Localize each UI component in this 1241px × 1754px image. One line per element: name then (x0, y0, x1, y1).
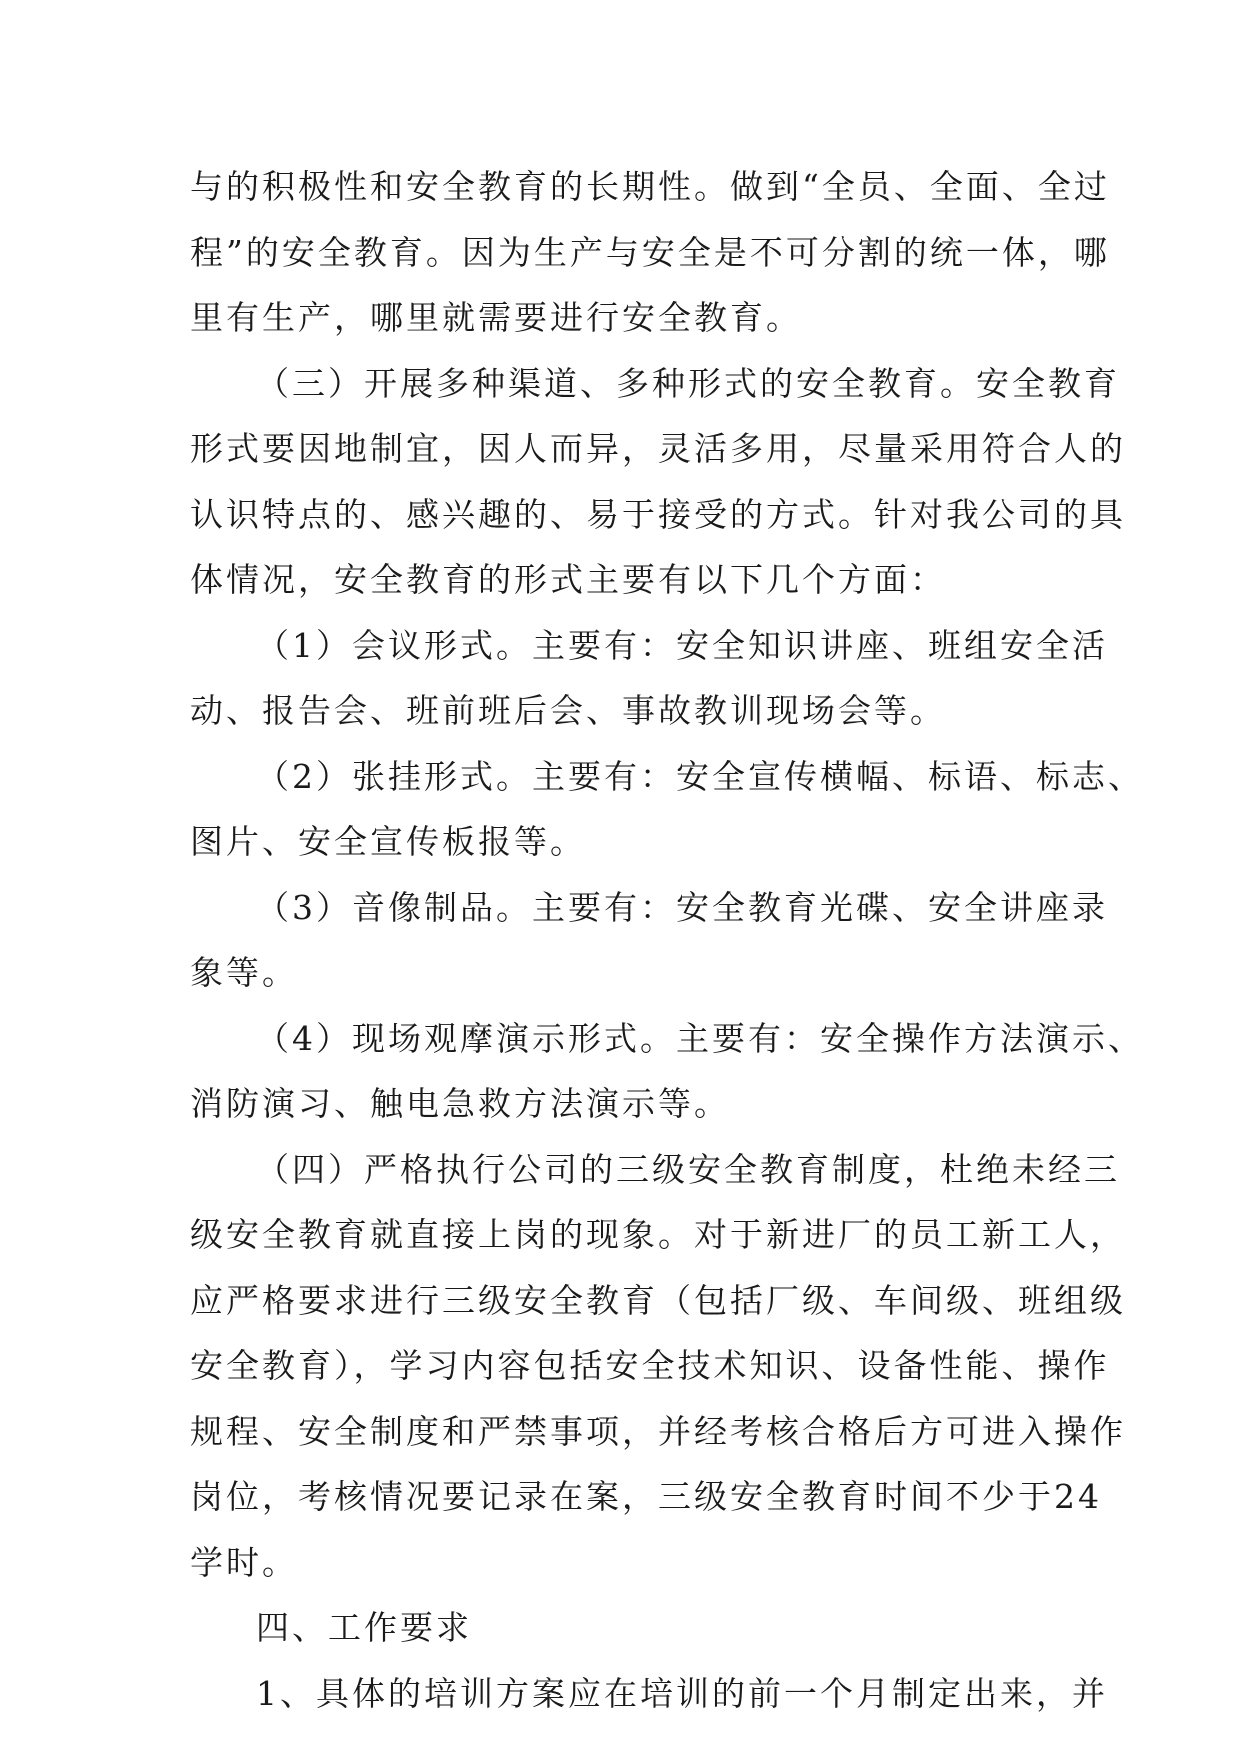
text-line: 级安全教育就直接上岗的现象。对于新进厂的员工新工人， (190, 1215, 1126, 1254)
paragraph-start-line: 1、具体的培训方案应在培训的前一个月制定出来，并 (256, 1673, 1108, 1713)
text-line: 程”的安全教育。因为生产与安全是不可分割的统一体，哪 (190, 232, 1110, 272)
text-line: 图片、安全宣传板报等。 (190, 822, 586, 861)
text-line: 体情况，安全教育的形式主要有以下几个方面： (190, 560, 946, 599)
text-line: 应严格要求进行三级安全教育（包括厂级、车间级、班组级 (190, 1280, 1126, 1320)
text-line: 消防演习、触电急救方法演示等。 (190, 1084, 730, 1123)
text-line: 形式要因地制宜，因人而异，灵活多用，尽量采用符合人的 (190, 429, 1126, 468)
text-line: 岗位，考核情况要记录在案，三级安全教育时间不少于24 (190, 1477, 1102, 1516)
paragraph-start-line: （4）现场观摩演示形式。主要有：安全操作方法演示、 (256, 1018, 1144, 1058)
paragraph-start-line: （三）开展多种渠道、多种形式的安全教育。安全教育 (256, 363, 1120, 403)
text-line: 动、报告会、班前班后会、事故教训现场会等。 (190, 691, 946, 730)
text-line: 与的积极性和安全教育的长期性。做到“全员、全面、全过 (190, 167, 1110, 206)
paragraph-start-line: （1）会议形式。主要有：安全知识讲座、班组安全活 (256, 625, 1108, 665)
text-line: 学时。 (190, 1542, 298, 1582)
text-line: 安全教育），学习内容包括安全技术知识、设备性能、操作 (190, 1346, 1110, 1385)
paragraph-start-line: （四）严格执行公司的三级安全教育制度，杜绝未经三 (256, 1149, 1120, 1189)
text-line: 认识特点的、感兴趣的、易于接受的方式。针对我公司的具 (190, 494, 1126, 534)
section-heading: 四、工作要求 (256, 1608, 472, 1647)
paragraph-start-line: （2）张挂形式。主要有：安全宣传横幅、标语、标志、 (256, 756, 1144, 796)
text-line: 规程、安全制度和严禁事项，并经考核合格后方可进入操作 (190, 1411, 1126, 1451)
paragraph-start-line: （3）音像制品。主要有：安全教育光碟、安全讲座录 (256, 887, 1108, 927)
text-line: 象等。 (190, 953, 298, 992)
text-line: 里有生产，哪里就需要进行安全教育。 (190, 298, 802, 337)
document-body (190, 154, 1144, 1726)
